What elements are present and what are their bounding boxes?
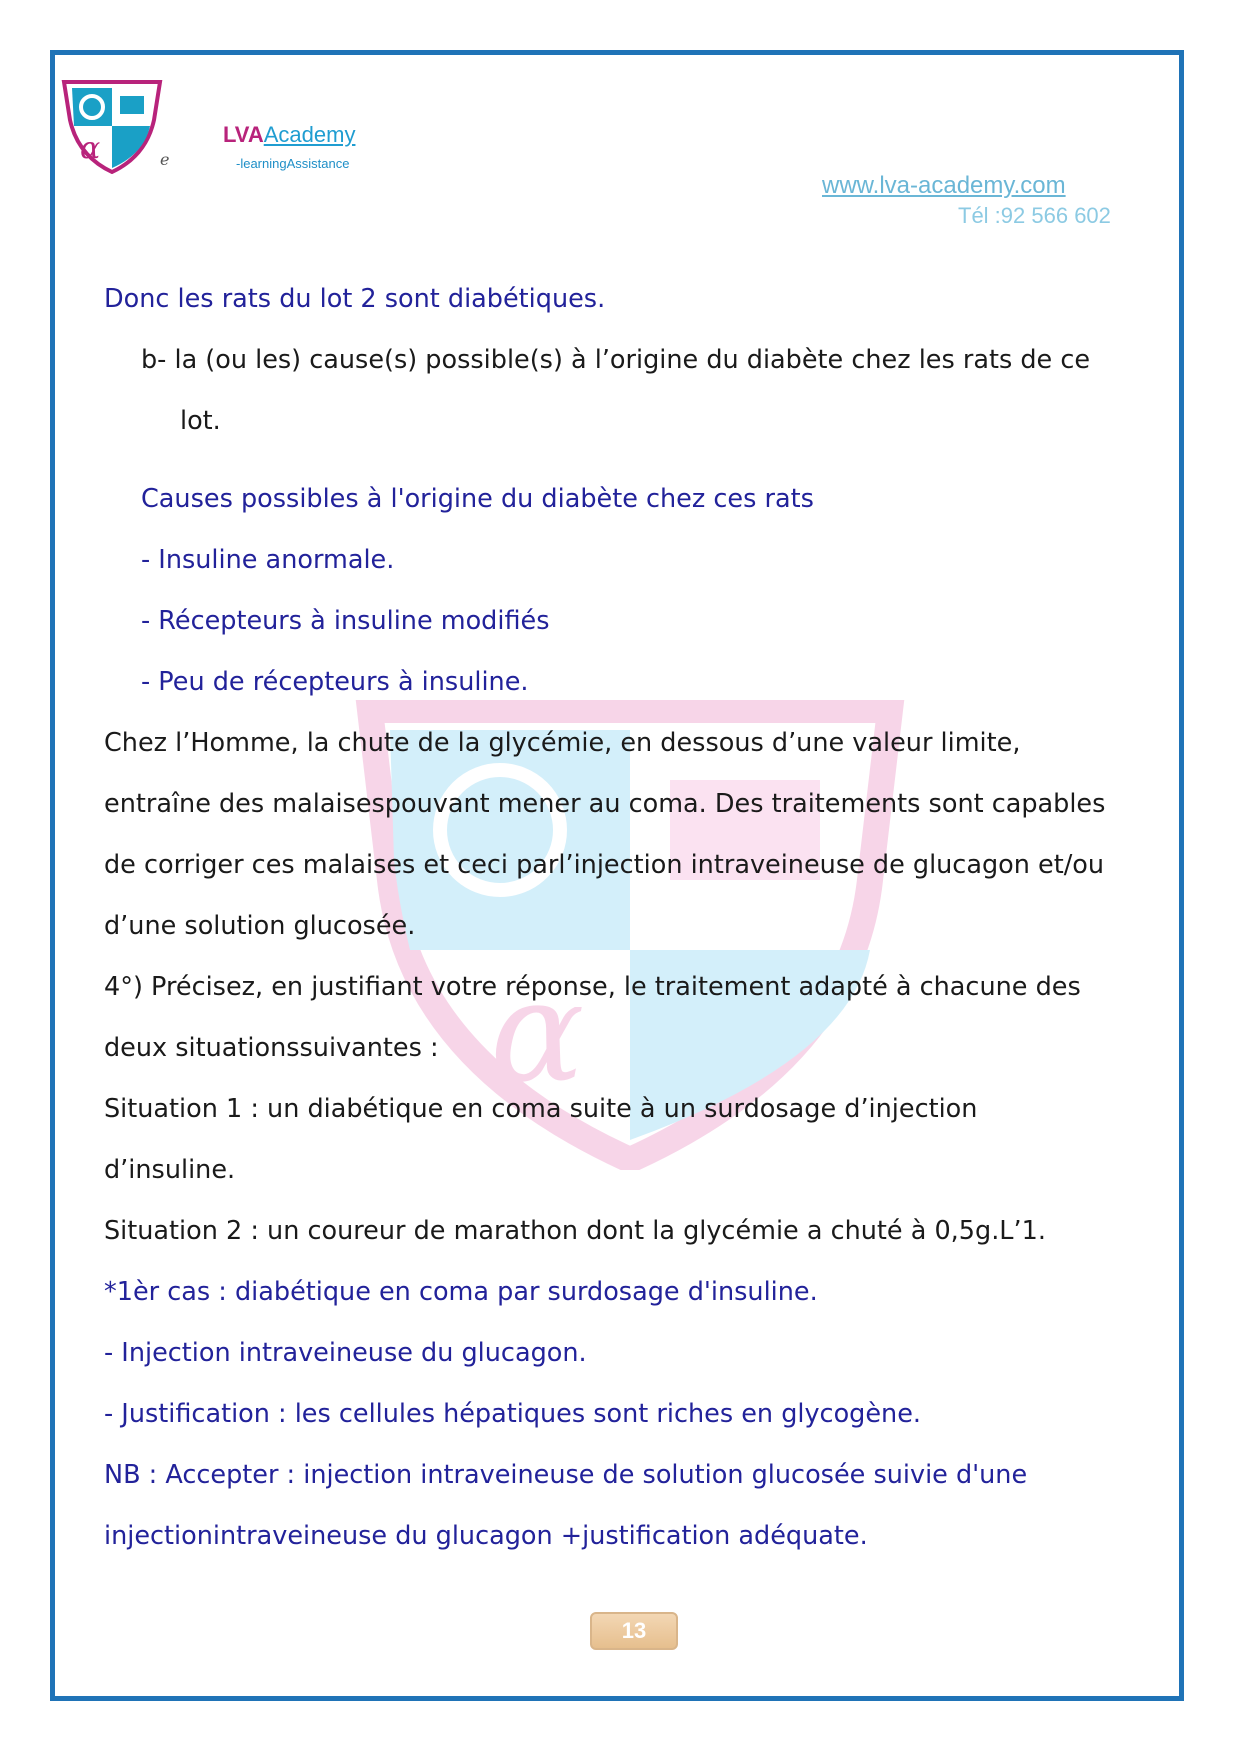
lva-logo-icon [58,78,166,174]
brand-subtitle: -learningAssistance [236,156,350,171]
page-number: 13 [590,1612,678,1650]
question-line: Chez l’Homme, la chute de la glycémie, en dessous d’une valeur limite, [104,728,1021,758]
answer-line: NB : Accepter : injection intraveineuse de solution glucosée suivie d'une [104,1460,1028,1490]
question-line: Situation 2 : un coureur de marathon dont la glycémie a chuté à 0,5g.L’1. [104,1216,1046,1246]
svg-text:α: α [490,951,585,1114]
question-line: lot. [180,406,221,436]
question-line: de corriger ces malaises et ceci parl’injection intraveineuse de glucagon et/ou [104,850,1105,880]
logo-letter: e [160,150,170,169]
question-line: d’une solution glucosée. [104,911,416,941]
brand-lva: LVA [223,122,264,147]
answer-line: - Justification : les cellules hépatiques sont riches en glycogène. [104,1399,922,1429]
website-link[interactable]: www.lva-academy.com [822,172,1066,199]
question-line: b- la (ou les) cause(s) possible(s) à l’origine du diabète chez les rats de ce [141,345,1091,375]
answer-line: - Peu de récepteurs à insuline. [141,667,529,697]
answer-line: - Insuline anormale. [141,545,395,575]
brand-name [223,122,355,148]
question-line: 4°) Précisez, en justifiant votre réponse, le traitement adapté à chacune des [104,972,1081,1002]
question-line: deux situationssuivantes : [104,1033,439,1063]
answer-line: Causes possibles à l'origine du diabète chez ces rats [141,484,814,514]
answer-line: injectionintraveineuse du glucagon +justification adéquate. [104,1521,868,1551]
answer-line: - Injection intraveineuse du glucagon. [104,1338,587,1368]
brand-academy: Academy [263,122,356,147]
answer-line: Donc les rats du lot 2 sont diabétiques. [104,284,606,314]
svg-text:α: α [80,131,101,166]
answer-line: *1èr cas : diabétique en coma par surdosage d'insuline. [104,1277,818,1307]
question-line: d’insuline. [104,1155,236,1185]
phone-number: Tél :92 566 602 [958,203,1111,228]
answer-line: - Récepteurs à insuline modifiés [141,606,550,636]
question-line: Situation 1 : un diabétique en coma suite à un surdosage d’injection [104,1094,978,1124]
question-line: entraîne des malaisespouvant mener au coma. Des traitements sont capables [104,789,1106,819]
